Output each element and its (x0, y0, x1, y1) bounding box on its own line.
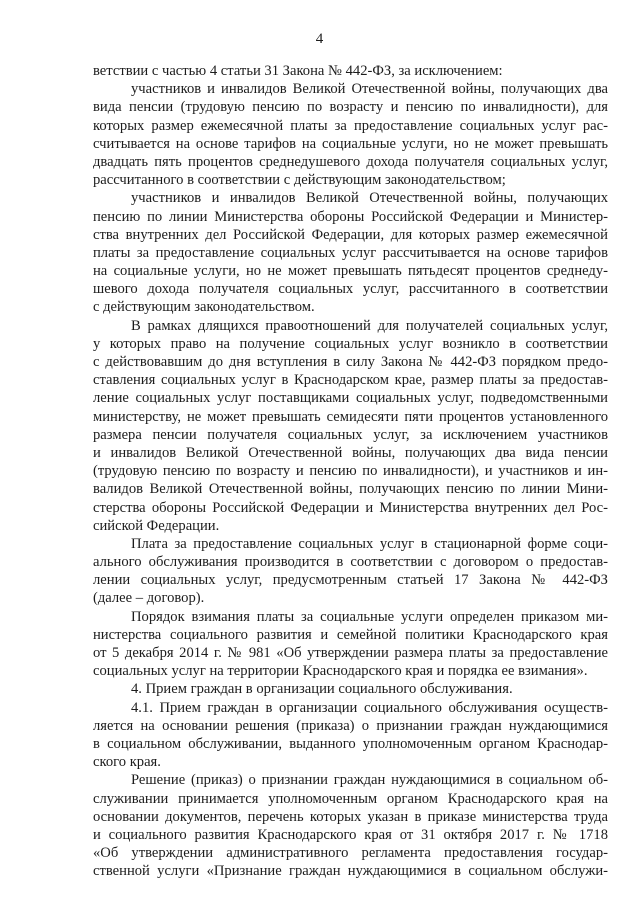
text-line: двадцать пять процентов среднедушевого дохода получателя социальных услуг, (93, 153, 608, 170)
text-line: валидов Великой Отечественной войны, получающих пенсию по линии Мини- (93, 481, 608, 498)
page-number: 4 (315, 31, 324, 47)
text-line: (трудовую пенсию по возрасту и пенсию по инвалидности), и участников и ин- (93, 463, 608, 480)
text-line: на социальные услуги, но не может превышать пятьдесят процентов среднеду- (93, 263, 608, 280)
text-line: Плата за предоставление социальных услуг в стационарной форме соци- (131, 535, 608, 552)
text-line: основании документов, перечень которых указан в приказе министерства труда (93, 808, 608, 825)
text-line: ставления социальных услуг в Краснодарском крае, размер платы за предостав- (93, 372, 608, 389)
text-line: с действовавшим до дня вступления в силу Закона № 442-ФЗ порядком предо- (93, 354, 608, 370)
text-line: платы за предоставление социальных услуг рассчитывается на основе тарифов (93, 244, 608, 261)
text-line: социальных услуг на территории Краснодарского края и порядка ее взимания». (93, 663, 588, 680)
text-line: ственной услуги «Признание граждан нуждающимися в социальном обслужи- (93, 863, 608, 880)
text-line: служивании принимается уполномоченным органом Краснодарского края на (93, 790, 608, 807)
text-line: стерства обороны Российской Федерации и Министерства внутренних дел Рос- (93, 499, 608, 516)
text-line: участников и инвалидов Великой Отечественной войны, получающих (131, 190, 608, 207)
text-line: участников и инвалидов Великой Отечественной войны, получающих два (131, 81, 608, 98)
text-line: с действующим законодательством. (93, 299, 315, 316)
text-line: нистерства социального развития и семейной политики Краснодарского края (93, 626, 608, 643)
text-line: у которых право на получение социальных услуг возникло в соответствии (93, 335, 608, 352)
text-line: лении социальных услуг, предусмотренным статьей 17 Закона № 442-ФЗ (93, 572, 608, 589)
text-line: (далее – договор). (93, 590, 205, 607)
text-line: вида пенсии (трудовую пенсию по возрасту и пенсию по инвалидности), для (93, 99, 608, 116)
text-line: ление социальных услуг поставщиками социальных услуг, подведомственными (93, 390, 608, 407)
text-line: от 5 декабря 2014 г. № 981 «Об утверждении размера платы за предоставление (93, 645, 608, 661)
text-line: считывается на основе тарифов на социальные услуги, но не может превышать (93, 135, 608, 152)
text-line: ального обслуживания производится в соответствии с договором о предостав- (93, 554, 608, 571)
text-line: шевого дохода получателя социальных услуг, рассчитанного в соответствии (93, 281, 608, 298)
text-line: сийской Федерации. (93, 517, 220, 534)
text-line: «Об утверждении административного регламента предоставления государ- (93, 845, 608, 862)
text-line: 4. Прием граждан в организации социального обслуживания. (131, 681, 513, 698)
text-line: Решение (приказ) о признании граждан нуждающимися в социальном об- (131, 772, 608, 789)
text-line: ветствии с частью 4 статьи 31 Закона № 442-ФЗ, за исключением: (93, 63, 503, 79)
document-body (93, 62, 608, 880)
text-line: которых размер ежемесячной платы за предоставление социальных услуг рас- (93, 117, 608, 134)
text-line: 4.1. Прием граждан в организации социального обслуживания осуществ- (131, 699, 608, 716)
text-line: размера пенсии получателя социальных услуг, за исключением участников (93, 426, 608, 443)
text-line: и инвалидов Великой Отечественной войны, получающих два вида пенсии (93, 444, 608, 461)
text-line: пенсию по линии Министерства обороны Российской Федерации и Министер- (93, 208, 608, 225)
text-line: В рамках длящихся правоотношений для получателей социальных услуг, (131, 317, 608, 334)
text-line: в социальном обслуживании, выданного уполномоченным органом Краснодар- (93, 735, 608, 752)
text-line: и социального развития Краснодарского края от 31 октября 2017 г. № 1718 (93, 826, 608, 843)
text-line: ского края. (93, 754, 161, 771)
text-line: Порядок взимания платы за социальные услуги определен приказом ми- (131, 608, 608, 625)
text-line: ляется на основании решения (приказа) о признании граждан нуждающимися (93, 717, 608, 734)
text-line: ства внутренних дел Российской Федерации, для которых размер ежемесячной (93, 226, 608, 243)
text-line: рассчитанного в соответствии с действующим законодательством; (93, 172, 506, 189)
text-line: министерству, не может превышать семидесяти пяти процентов установленного (93, 408, 608, 425)
